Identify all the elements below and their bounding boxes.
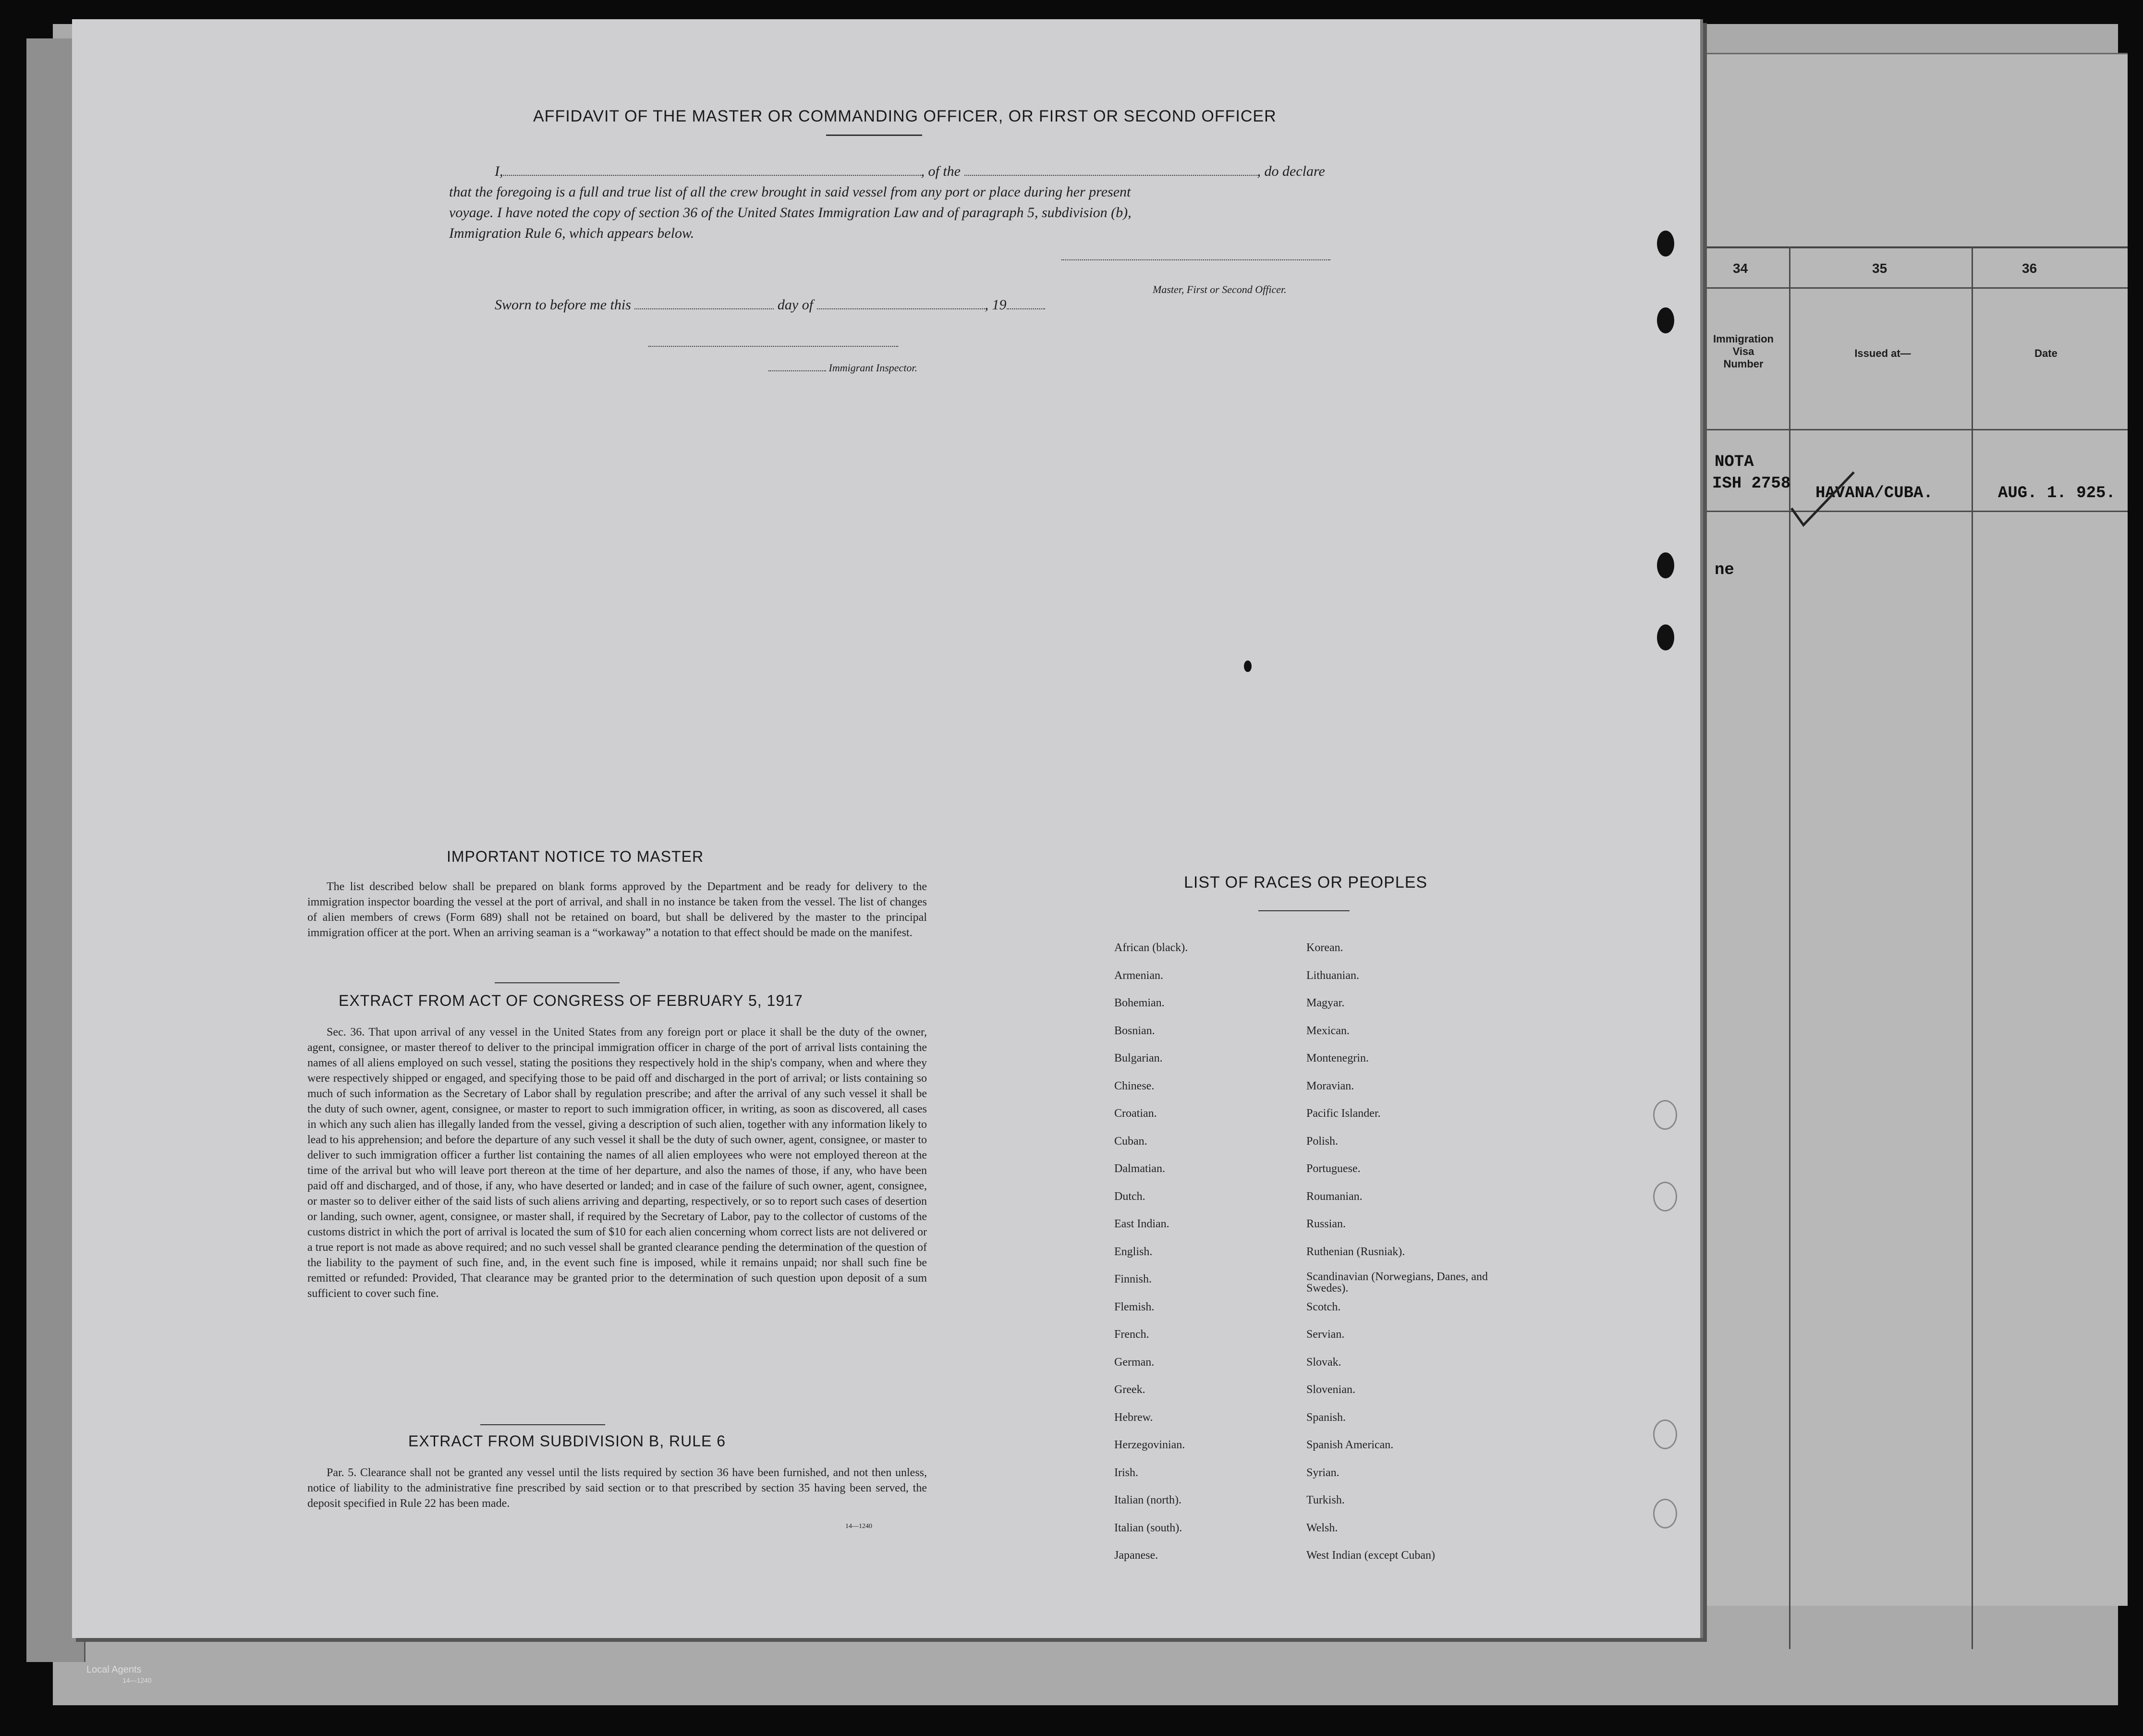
race-item: Spanish. <box>1306 1411 1346 1424</box>
race-item: Greek. <box>1114 1383 1145 1396</box>
race-item: Bulgarian. <box>1114 1052 1163 1064</box>
race-item: Ruthenian (Rusniak). <box>1306 1245 1405 1258</box>
race-item: Irish. <box>1114 1466 1138 1479</box>
punch-hole-icon <box>1653 1182 1677 1211</box>
race-item: Italian (north). <box>1114 1494 1181 1506</box>
race-item: Welsh. <box>1306 1521 1338 1534</box>
race-item: Korean. <box>1306 941 1343 954</box>
extract-act-text: Sec. 36. That upon arrival of any vessel in the United States from any foreign port or place it shall be the duty of the owner, agent, consignee, or master thereof to deliver to the principal immigration officer in charge of the port of arrival lists containing the names of all aliens employed on such vessel, stating the positions they respectively hold in the ship's company, when and where they were respectively shipped or engaged, and specifying those to be paid off and discharged in the port of arrival; or lists containing so much of such information as the Secretary of Labor shall by regulation prescribe; and after the arrival of any such vessel it shall be the duty of such owner, agent, consignee, or master to report to such immigration officer, in writing, as soon as discovered, all cases in which any such alien has illegally landed from the vessel, giving a description of such alien, together with any information likely to lead to his apprehension; and before the departure of any such vessel it shall be the duty of such owner, agent, consignee, or master to deliver to such immigration officer a further list containing the names of all alien employees who were not employed thereon at the time of the arrival but who will leave port thereon at the time of her departure, and also the names of those, if any, who have been paid off and discharged, and of those, if any, who have deserted or landed; and in case of the failure of such owner, agent, consignee, or master so to deliver either of the said lists of such aliens arriving and departing, respectively, or so to report such cases of desertion or landing, such owner, agent, consignee, or master shall, if required by the Secretary of Labor, pay to the collector of customs of the customs district in which the port of arrival is located the sum of $10 for each alien concerning whom correct lists are not delivered or a true report is not made as above required; and no such vessel shall be granted clearance pending the determination of the question of the liability to the payment of such fine, and, in the event such fine is imposed, while it remains unpaid; nor shall such fine be remitted or refunded: Provided, That clearance may be granted prior to the determination of such question upon deposit of a sum sufficient to cover such fine. <box>307 1026 927 1300</box>
race-item: Slovenian. <box>1306 1383 1355 1396</box>
affidavit-line-2: that the foregoing is a full and true list of all the crew brought in said vessel from any port or place during her present <box>449 184 1131 200</box>
race-item: Dutch. <box>1114 1190 1145 1203</box>
race-item: Spanish American. <box>1306 1439 1394 1451</box>
race-item: Hebrew. <box>1114 1411 1153 1424</box>
races-rule <box>1258 910 1350 911</box>
affidavit-line-1: I, , of the , do declare <box>495 163 1325 179</box>
table-divider <box>1789 246 1790 1649</box>
race-item: Japanese. <box>1114 1549 1158 1562</box>
notice-title: IMPORTANT NOTICE TO MASTER <box>447 848 704 865</box>
race-item: Finnish. <box>1114 1273 1152 1285</box>
ink-spot <box>1244 660 1252 672</box>
race-item: Lithuanian. <box>1306 969 1359 982</box>
race-item: Scandinavian (Norwegians, Danes, and Swedes). <box>1306 1271 1488 1295</box>
race-item: Bosnian. <box>1114 1024 1155 1037</box>
section-rule <box>480 1424 605 1425</box>
race-item: Portuguese. <box>1306 1162 1361 1175</box>
punch-hole-icon <box>1657 307 1674 333</box>
header-issued-at: Issued at— <box>1854 347 1911 359</box>
race-item: East Indian. <box>1114 1218 1169 1230</box>
manifest-sheet-right <box>1657 53 2128 1606</box>
race-item: Servian. <box>1306 1328 1345 1341</box>
section-rule <box>495 982 620 983</box>
checkmark-icon <box>1787 463 1859 535</box>
local-agent-footer: Local Agents <box>86 1664 142 1675</box>
title-rule <box>826 134 922 136</box>
inspector-label: Immigrant Inspector. <box>768 362 917 374</box>
race-item: Flemish. <box>1114 1300 1155 1313</box>
punch-hole-icon <box>1657 552 1674 578</box>
race-item: Dalmatian. <box>1114 1162 1165 1175</box>
punch-hole-icon <box>1657 624 1674 650</box>
column-number-35: 35 <box>1872 261 1887 276</box>
column-number-36: 36 <box>2022 261 2037 276</box>
races-title: LIST OF RACES OR PEOPLES <box>1184 873 1428 892</box>
punch-hole-icon <box>1657 231 1674 257</box>
table-divider <box>1657 429 2128 430</box>
race-item: Italian (south). <box>1114 1521 1182 1534</box>
race-item: English. <box>1114 1245 1153 1258</box>
table-divider <box>1972 246 1973 1649</box>
table-divider <box>1657 287 2128 289</box>
inspector-line-upper <box>648 346 898 347</box>
race-item: German. <box>1114 1356 1155 1369</box>
race-item: Montenegrin. <box>1306 1052 1369 1064</box>
form-number: 14—1240 <box>845 1523 872 1530</box>
signature-line <box>1061 259 1330 260</box>
visa-entry-number: ISH 2758 <box>1712 475 1791 493</box>
table-divider <box>1657 511 2128 512</box>
notice-text: The list described below shall be prepared on blank forms approved by the Department and be ready for delivery to the immigration inspector boarding the vessel at the port of arrival, and shall in no instance be taken from the vessel. The list of changes of alien members of crews (Form 689) shall not be retained on board, but shall be delivered by the master to the principal immigration officer at the port. When an arriving seaman is a “workaway” a notation to that effect should be made on the manifest. <box>307 880 927 939</box>
race-item: Magyar. <box>1306 997 1345 1009</box>
punch-hole-icon <box>1653 1499 1677 1528</box>
race-item: Herzegovinian. <box>1114 1439 1185 1451</box>
race-item: Mexican. <box>1306 1024 1350 1037</box>
race-item: Croatian. <box>1114 1107 1157 1120</box>
punch-hole-icon <box>1653 1419 1677 1449</box>
affidavit-title: AFFIDAVIT OF THE MASTER OR COMMANDING OFFICER, OR FIRST OR SECOND OFFICER <box>533 107 1277 125</box>
signature-label: Master, First or Second Officer. <box>1153 283 1287 295</box>
race-item: Turkish. <box>1306 1494 1345 1506</box>
race-item: African (black). <box>1114 941 1188 954</box>
race-item: Syrian. <box>1306 1466 1339 1479</box>
extract-rule-title: EXTRACT FROM SUBDIVISION B, RULE 6 <box>408 1432 726 1450</box>
punch-hole-icon <box>1653 1100 1677 1130</box>
affidavit-line-3: voyage. I have noted the copy of section 36 of the United States Immigration Law and of paragraph 5, subdivision (b), <box>449 205 1132 220</box>
race-item: Armenian. <box>1114 969 1163 982</box>
extract-rule-text: Par. 5. Clearance shall not be granted any vessel until the lists required by section 36 have been furnished, and not then unless, notice of liability to the administrative fine prescribed by said section or to that prescribed by section 35 having been served, the deposit specified in Rule 22 has been made. <box>307 1467 927 1510</box>
race-item: West Indian (except Cuban) <box>1306 1549 1435 1562</box>
race-item: Chinese. <box>1114 1079 1155 1092</box>
race-item: Polish. <box>1306 1135 1339 1148</box>
visa-entry-second: ne <box>1715 561 1734 579</box>
race-item: Scotch. <box>1306 1300 1341 1313</box>
column-number-34: 34 <box>1733 261 1748 276</box>
race-item: Pacific Islander. <box>1306 1107 1381 1120</box>
sworn-line: Sworn to before me this day of , 19 <box>495 297 1045 313</box>
race-item: Moravian. <box>1306 1079 1354 1092</box>
header-date: Date <box>2034 347 2058 359</box>
race-item: Roumanian. <box>1306 1190 1363 1203</box>
header-visa-number: Immigration Visa Number <box>1713 333 1774 370</box>
race-item: Slovak. <box>1306 1356 1341 1369</box>
issued-at-value: HAVANA/CUBA. <box>1815 484 1933 502</box>
race-item: Cuban. <box>1114 1135 1147 1148</box>
race-item: Russian. <box>1306 1218 1346 1230</box>
visa-entry-top: NOTA <box>1715 453 1754 471</box>
race-item: French. <box>1114 1328 1149 1341</box>
affidavit-line-4: Immigration Rule 6, which appears below. <box>449 225 694 241</box>
race-item: Bohemian. <box>1114 997 1165 1009</box>
extract-act-title: EXTRACT FROM ACT OF CONGRESS OF FEBRUARY 5, 1917 <box>339 992 803 1009</box>
affidavit-page <box>72 19 1703 1638</box>
date-value: AUG. 1. 925. <box>1998 484 2116 502</box>
footer-form-code: 14—1240 <box>122 1676 152 1684</box>
